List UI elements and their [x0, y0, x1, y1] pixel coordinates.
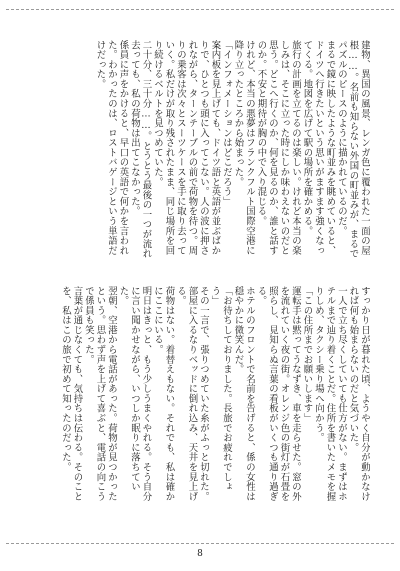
top-border-line: [6, 9, 394, 10]
upper-text-block: 建物、異国の風景、レンガ色に覆われた一面の屋根……。名前も知らない外国の町並みが、まるでパズルのピースのように描かれているのだ。 まるで鏡に映したような町並みを眺めていると、ドイツへ行きたいという思いがますます強くなってくる。地図を広げて駅の場所を確かめる。 旅行の計画を立てるのは楽しい。けれど本当の楽しみは、そこに立った時にしか味わえないのだと思う。どこへ行くのか、何を見るのか、誰と話すのか。不安と期待が胸の中で入り混じる。 けれど、本当の悪夢はフランクフルト国際空港に降り立ったところから始まった。 「インフォメーションはどこだろう」 案内板を見上げても、ドイツ語と英語が並ぶばかりで、ひとつも頭に入ってこない。人の波に押されながら、ターンテーブルの前で荷物を待つ。周りの乗客は次々とスーツケースを手に取り去っていく。私だけが取り残されたまま、同じ場所を回り続けるベルトを見つめていた。 二十分、三十分……。とうとう最後の一つが流れ去っても、私の荷物は出てこなかった。 係員に声をかけると、早口の英語で何かを言われた。わかったのは、ロストバゲージという単語だけだった。: [94, 40, 370, 259]
bottom-border-line: [6, 543, 394, 544]
page-number: 8: [197, 549, 203, 559]
lower-text-block: すっかり日が暮れた頃、ようやく自分が動かなければ何も始まらないのだと気づいた。 一人で立ち尽くしていても仕方がない。まずはホテルまで辿り着くことだ。住所を書いたメモを握りしめ、タクシー乗り場へ向かう。 「この住所までお願いします」 運転手は黙ってうなずき、車を走らせた。窓の外を流れていく夜の街。オレンジ色の街灯が石畳を照らし、見知らぬ言葉の看板がいくつも通り過ぎる。 ホテルのフロントで名前を告げると、係の女性は穏やかに微笑んだ。 「お待ちしておりました。長旅でお疲れでしょう」 その一言で、張りつめていた糸がふっと切れた。部屋に入るなりベッドに倒れ込み、天井を見上げる。 荷物はない。着替えもない。それでも、私は確かにここにいる。 明日はきっと、もう少しうまくやれる。そう自分に言い聞かせながら、いつしか眠りに落ちていた。 翌朝、空港から電話があった。荷物が見つかったという。思わず声を上げて喜ぶと、電話の向こうで係員も笑った。 言葉が通じなくても、気持ちは伝わる。そのことを、私はこの旅で初めて知ったのだった。: [60, 286, 370, 502]
